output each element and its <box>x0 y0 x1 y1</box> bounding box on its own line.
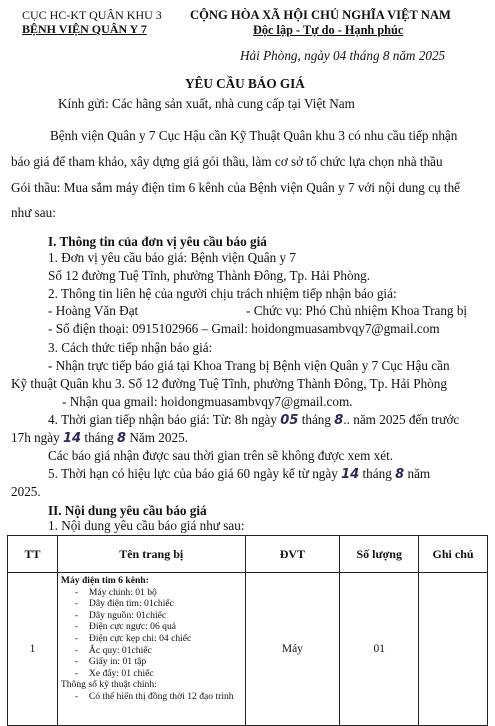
th-name: Tên trang bị <box>57 536 245 573</box>
intro-line-4: như sau: <box>11 205 56 220</box>
s1-line-13 <box>48 466 430 482</box>
spec-item: - Có thể hiển thị đồng thời 12 đạo trình <box>61 691 242 703</box>
s1-line-2: Số 12 đường Tuệ Tĩnh, phường Thành Đông, Tp. Hải Phòng. <box>48 268 371 283</box>
s1-line-10 <box>48 412 459 428</box>
specs-title: Thông số kỹ thuật chính: <box>60 679 157 691</box>
s1-line-11-c: Năm 2025. <box>129 430 188 445</box>
s1-phone-email: - Số điện thoại: 0915102966 – Gmail: hoidongmuasambvqy7@gmail.com <box>48 321 440 336</box>
th-tt: TT <box>8 536 58 573</box>
component-item: - Điện cực kẹp chi: 04 chiếc <box>61 633 242 645</box>
nation-line-1: CỘNG HÒA XÃ HỘI CHỦ NGHĨA VIỆT NAM <box>190 8 451 22</box>
s1-line-3: 2. Thông tin liên hệ của người chịu trách nhiệm tiếp nhận báo giá: <box>48 286 397 301</box>
s1-line-14: 2025. <box>11 484 41 499</box>
th-unit: ĐVT <box>245 536 340 573</box>
s1-contact-position: - Chức vụ: Phó Chủ nhiệm Khoa Trang bị <box>246 303 468 318</box>
handwritten-day-1: 05 <box>280 413 299 428</box>
cell-note <box>419 573 488 726</box>
s1-line-10-b: tháng <box>301 412 331 427</box>
s1-contact-name: - Hoàng Văn Đạt <box>48 303 139 318</box>
nation-line-2: Độc lập - Tự do - Hạnh phúc <box>253 23 404 37</box>
table-header-row <box>8 536 488 573</box>
th-note: Ghi chú <box>419 536 488 573</box>
cell-unit: Máy <box>245 573 340 726</box>
intro-line-3: Gói thầu: Mua sắm máy điện tim 6 kênh của Bệnh viện Quân y 7 với nội dung cụ thể <box>11 180 461 195</box>
s1-line-12: Các báo giá nhận được sau thời gian trên sẽ không được xem xét. <box>48 448 394 463</box>
s1-line-11 <box>11 430 188 446</box>
s1-line-8: Kỹ thuật Quân khu 3. Số 12 đường Tuệ Tĩnh, phường Thành Đông, Tp. Hải Phòng <box>11 376 447 391</box>
handwritten-day-2: 14 <box>63 431 82 446</box>
handwritten-month-3: 8 <box>395 467 405 482</box>
handwritten-month-2: 8 <box>117 431 127 446</box>
s1-line-9: - Nhận qua gmail: hoidongmuasambvqy7@gmail.com. <box>62 394 353 409</box>
component-item: - Dây nguồn: 01chiếc <box>61 610 242 622</box>
s1-line-1: 1. Đơn vị yêu cầu báo giá: Bệnh viện Quân y 7 <box>48 250 296 265</box>
handwritten-day-3: 14 <box>341 467 360 482</box>
section-1-heading: I. Thông tin của đơn vị yêu cầu báo giá <box>48 234 267 249</box>
section-2-heading: II. Nội dung yêu cầu báo giá <box>48 503 207 518</box>
s1-line-11-b: tháng <box>84 430 114 445</box>
th-qty: Số lượng <box>340 536 419 573</box>
table-row <box>8 573 488 726</box>
intro-line-2: báo giá để tham khảo, xây dựng giá gói thầu, làm cơ sở tổ chức lựa chọn nhà thầu <box>11 154 443 169</box>
component-item: - Ắc quy: 01chiếc <box>61 645 242 657</box>
item-title: Máy điện tim 6 kênh: <box>60 575 149 586</box>
cell-item <box>57 573 245 726</box>
s1-line-10-a: 4. Thời gian tiếp nhận báo giá: Từ: 8h ngày <box>48 412 277 427</box>
component-item: - Điện cực ngực: 06 quả <box>61 621 242 633</box>
handwritten-month-1: 8 <box>334 413 344 428</box>
org-line-2: BỆNH VIỆN QUÂN Y 7 <box>22 22 147 36</box>
s1-line-13-c: năm <box>407 466 431 481</box>
s1-line-13-a: 5. Thời hạn có hiệu lực của báo giá 60 ngày kể từ ngày <box>48 466 338 481</box>
cell-tt: 1 <box>8 573 58 726</box>
component-item: - Dây điện tim: 01chiếc <box>61 598 242 610</box>
org-line-1: CỤC HC-KT QUÂN KHU 3 <box>22 8 162 22</box>
s2-line-1: 1. Nội dung yêu cầu báo giá như sau: <box>48 518 245 533</box>
cell-qty: 01 <box>340 573 419 726</box>
s1-line-7: - Nhận trực tiếp báo giá tại Khoa Trang bị Bệnh viện Quân y 7 Cục Hậu cần <box>48 358 450 373</box>
component-item: - Máy chính: 01 bộ <box>61 587 242 599</box>
intro-line-1: Bệnh viện Quân y 7 Cục Hậu cần Kỹ Thuật Quân khu 3 có nhu cầu tiếp nhận <box>50 128 458 143</box>
s1-line-11-a: 17h ngày <box>11 430 60 445</box>
s1-line-6: 3. Cách thức tiếp nhận báo giá: <box>48 340 213 355</box>
document-title: YÊU CẦU BÁO GIÁ <box>185 76 305 91</box>
component-item: - Xe đẩy: 01 chiếc <box>61 668 242 680</box>
quote-request-table <box>7 535 488 726</box>
s1-line-13-b: tháng <box>362 466 392 481</box>
component-item: - Giấy in: 01 tập <box>61 656 242 668</box>
place-date: Hải Phòng, ngày 04 tháng 8 năm 2025 <box>240 48 446 63</box>
recipient: Kính gửi: Các hãng sản xuất, nhà cung cấp tại Việt Nam <box>58 96 355 111</box>
s1-line-10-c: .. năm 2025 đến trước <box>343 412 460 427</box>
